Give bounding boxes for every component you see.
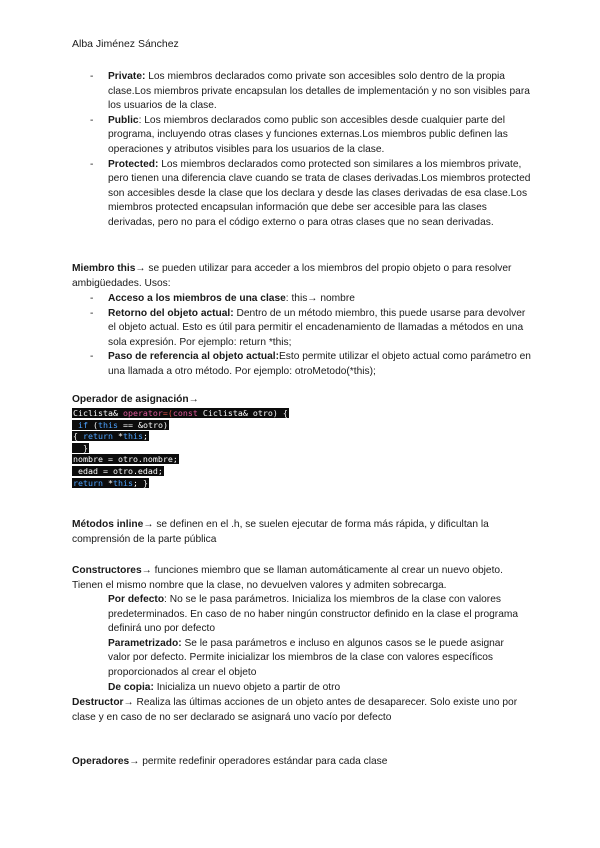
- list-item: - Protected: Los miembros declarados como protected son similares a los miembros private, pero tienen una diferencia clave cuando se trata de clases derivadas.Los miembros protected son accesibles desde la clase que los declara y desde las clases derivadas de esa clase.Los miembros protected encapsulan información que debe ser accesible para las clases derivadas, pero no para el código externo o para otras clases que no sean derivadas.: [90, 158, 531, 228]
- this-uses-list: [90, 292, 534, 380]
- term-protected: Protected:: [108, 158, 159, 170]
- term-public: Public: [108, 114, 139, 126]
- list-item: De copia: Inicializa un nuevo objeto a partir de otro: [108, 681, 341, 693]
- list-item: - Retorno del objeto actual: Dentro de un método miembro, this puede usarse para devolver el objeto actual. Esto es útil para permitir el encadenamiento de llamadas a métodos en una sola expresión. Por ejemplo: return *this;: [90, 307, 526, 348]
- access-modifiers-list: [90, 70, 534, 231]
- this-section-intro: Miembro this→ se pueden utilizar para acceder a los miembros del propio objeto o para resolver ambigüedades. Usos:: [72, 263, 512, 289]
- operators-paragraph: Operadores→ permite redefinir operadores estándar para cada clase: [72, 756, 388, 767]
- destructor-paragraph: Destructor→ Realiza las últimas acciones de un objeto antes de desaparecer. Solo existe uno por clase y en caso de no ser declarado se asignará uno vacío por defecto: [72, 697, 518, 723]
- list-item: - Acceso a los miembros de una clase: this→ nombre: [90, 293, 355, 304]
- list-item: Parametrizado: Se le pasa parámetros e incluso en algunos casos se le puede asignar valor por defecto. Permite inicializar los miembros de la clase con valores específicos proporcionados al crear el objeto: [108, 637, 504, 678]
- inline-methods-paragraph: Métodos inline→ se definen en el .h, se suelen ejecutar de forma más rápida, y dificultan la comprensión de la parte pública: [72, 519, 489, 545]
- term-private: Private:: [108, 71, 146, 82]
- author-name: Alba Jiménez Sánchez: [72, 38, 179, 50]
- code-snippet: Ciclista& operator=(const Ciclista& otro) { if (this == &otro) { return *this; } nombre = otro.nombre; edad = otro.edad; return *this; }: [73, 408, 288, 488]
- list-item: - Paso de referencia al objeto actual:Esto permite utilizar el objeto actual como parámetro en una llamada a otro método. Por ejemplo: otroMetodo(*this);: [90, 351, 531, 377]
- list-item: - Public: Los miembros declarados como public son accesibles desde cualquier parte del programa, incluyendo otras clases y funciones externas.Los miembros public definen las operaciones y atributos visibles para los usuarios de la clase.: [90, 114, 508, 155]
- list-item: - Private: Los miembros declarados como private son accesibles solo dentro de la propia clase.Los miembros private encapsulan los detalles de implementación y no son visibles para los usuarios de la clase.: [90, 71, 530, 112]
- constructors-list: [108, 593, 526, 695]
- constructors-paragraph: Constructores→ funciones miembro que se llaman automáticamente al crear un nuevo objeto. Tienen el mismo nombre que la clase, no devuelven valores y admiten sobrecarga.: [72, 565, 503, 591]
- list-item: Por defecto: No se le pasa parámetros. Inicializa los miembros de la clase con valores predeterminados. En caso de no haber ningún constructor definido en la clase el programa definirá uno por defecto: [108, 594, 519, 635]
- assignment-operator-title: Operador de asignación→: [72, 394, 199, 405]
